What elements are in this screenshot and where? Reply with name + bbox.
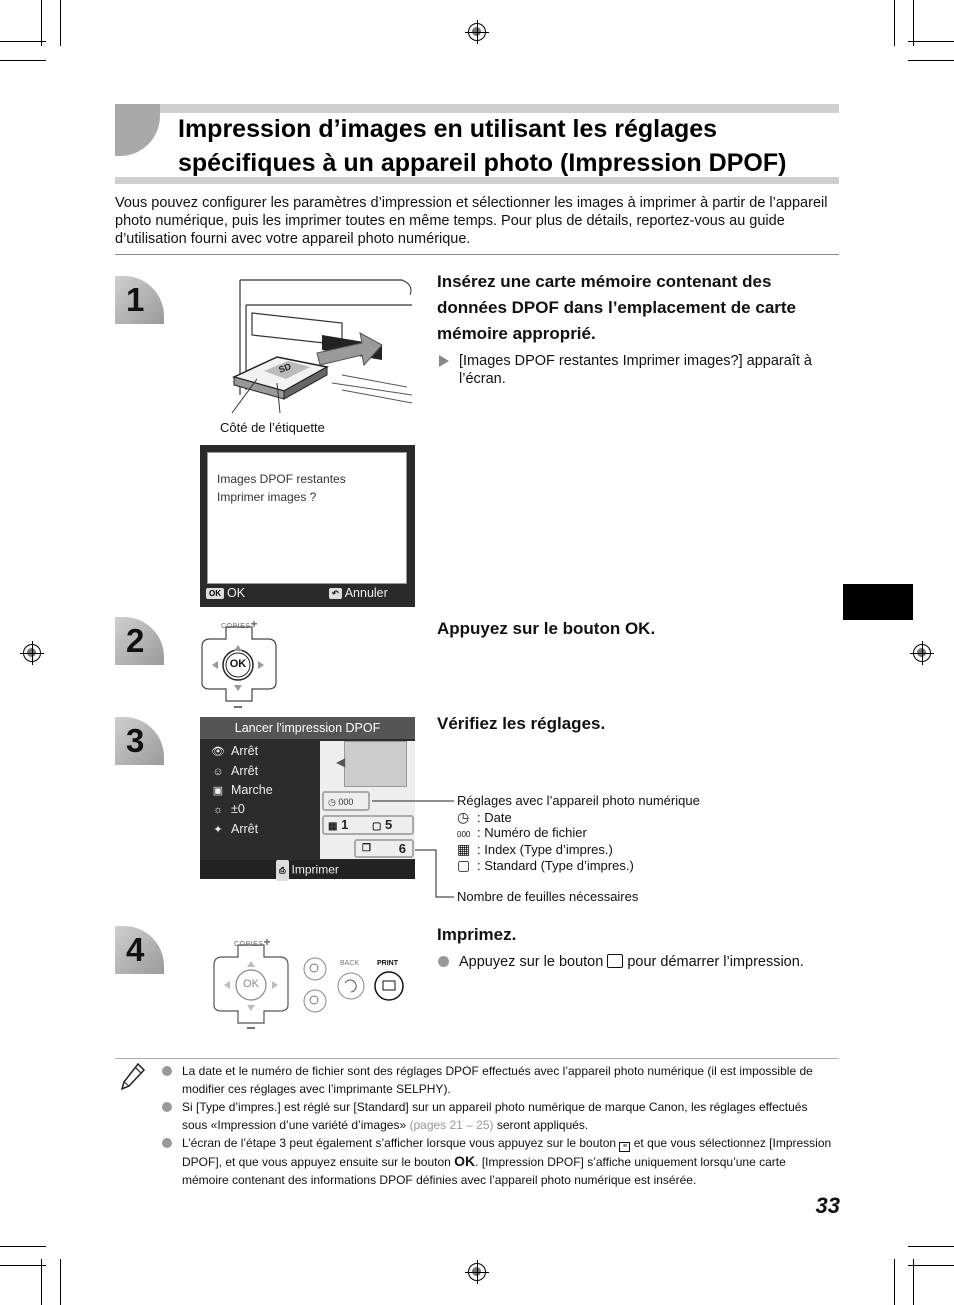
registration-mark-icon	[468, 23, 486, 41]
lcd-ok-label: OK	[227, 586, 246, 600]
face-icon: ☺	[212, 766, 224, 778]
lcd-screen-content	[207, 452, 407, 584]
lcd-header: Lancer l'impression DPOF	[200, 717, 415, 739]
step2-title	[437, 616, 655, 642]
lcd-setting-value: Marche	[231, 783, 273, 797]
image-optimize-icon: ▣	[212, 785, 224, 797]
printer-card-illustration	[222, 275, 414, 415]
note-bullet-icon	[162, 1102, 172, 1112]
ok-glyph: OK	[624, 619, 651, 638]
brightness-icon: ☼	[212, 804, 224, 816]
back-button-label: BACK	[340, 960, 360, 967]
lcd-setting-row	[210, 783, 273, 797]
legend-item	[457, 857, 634, 874]
copies-label	[234, 935, 271, 949]
lcd-setting-row	[210, 764, 258, 778]
lcd-line2: Imprimer images ?	[217, 490, 317, 504]
legend-text: : Date	[477, 810, 512, 825]
crop-mark	[41, 0, 42, 46]
ok-button[interactable]: OK	[229, 658, 247, 670]
crop-mark	[41, 1259, 42, 1305]
lcd-setting-value: Arrêt	[231, 744, 259, 758]
index-count: 1	[341, 817, 349, 832]
svg-text:SD: SD	[277, 361, 293, 375]
crop-mark	[908, 41, 954, 42]
print-icon: ⎙	[276, 860, 288, 881]
crop-mark	[894, 1259, 895, 1305]
arrow-left-icon: ◀	[336, 755, 346, 769]
step4-text-prefix: Appuyez sur le bouton	[459, 954, 608, 970]
print-button-label: PRINT	[377, 960, 398, 967]
ok-icon: OK	[206, 588, 224, 599]
copies-label	[221, 617, 258, 631]
lcd-screen-dpof-prompt	[200, 445, 415, 607]
red-eye-icon: 👁	[211, 746, 225, 758]
file-number-icon: 000	[457, 830, 471, 839]
pages-link[interactable]: (pages 21 – 25)	[409, 1118, 494, 1132]
divider	[115, 254, 839, 255]
legend-text: : Numéro de fichier	[477, 825, 587, 840]
back-button[interactable]	[338, 973, 364, 999]
copies-label-text: COPIES	[221, 623, 251, 630]
callout-lines	[370, 795, 460, 905]
lcd-setting-value: Arrêt	[231, 764, 259, 778]
note-2-suffix: seront appliqués.	[493, 1118, 589, 1132]
lcd-ok-softkey	[206, 586, 245, 600]
crop-mark	[913, 1259, 914, 1305]
note-2	[182, 1098, 832, 1134]
intro-paragraph: Vous pouvez configurer les paramètres d’impression et sélectionner les images à imprimer à partir de l’appareil photo numérique, puis les imprimer toutes en même temps. Pour plus de détails, reportez-vous au guide d’utilisation fourni avec votre appareil photo numérique.	[115, 195, 828, 247]
crop-mark	[913, 0, 914, 46]
crop-mark	[0, 1265, 46, 1266]
image-thumbnail	[344, 741, 407, 787]
step1-result: [Images DPOF restantes Imprimer images?] apparaît à l’écran.	[459, 353, 812, 387]
lcd-print-label: Imprimer	[291, 862, 339, 877]
crop-mark	[0, 1246, 46, 1247]
menu-icon: ≡	[619, 1142, 630, 1152]
standard-icon: ▢	[371, 821, 382, 832]
note-3	[182, 1134, 832, 1189]
step4-text-suffix: pour démarrer l’impression.	[623, 954, 804, 970]
step2-title-suffix: .	[650, 619, 656, 638]
standard-icon: ▢	[457, 857, 471, 873]
step-badge: 4	[115, 926, 164, 974]
date-file-settings: ◷ 000	[322, 791, 370, 811]
zoom-in-button[interactable]	[304, 958, 326, 980]
crop-mark	[908, 1265, 954, 1266]
crop-mark	[0, 41, 46, 42]
back-icon: ↶	[329, 588, 342, 599]
lcd-cancel-label: Annuler	[344, 586, 388, 600]
note-3-prefix: L’écran de l’étape 3 peut également s’afficher lorsque vous appuyez sur le bouton	[182, 1136, 620, 1150]
step1-title: Insérez une carte mémoire contenant des données DPOF dans l’emplacement de carte mémoire approprié.	[437, 272, 797, 343]
page-title	[178, 112, 848, 180]
crop-mark	[60, 0, 61, 46]
result-triangle-icon	[439, 355, 449, 367]
step4-title: Imprimez.	[437, 925, 517, 944]
lcd-setting-row	[210, 802, 245, 816]
lcd-cancel-softkey	[329, 586, 388, 600]
page-number: 33	[815, 1193, 840, 1218]
date-icon: ◷	[457, 809, 470, 825]
ok-button[interactable]: OK	[243, 978, 259, 990]
camera-settings-callout: Réglages avec l’appareil photo numérique	[457, 793, 700, 808]
step-badge: 1	[115, 276, 164, 324]
note-3-mid: et que vous sélectionnez [Impression DPOF], et que vous appuyez ensuite sur le bouton	[182, 1136, 832, 1169]
registration-mark-icon	[468, 1263, 486, 1281]
page-title-line2: spécifiques à un appareil photo (Impression DPOF)	[178, 149, 787, 177]
lcd-line1: Images DPOF restantes	[217, 472, 346, 486]
step4-instruction	[459, 953, 839, 971]
print-icon	[607, 954, 623, 968]
noise-icon: ✦	[213, 824, 223, 836]
standard-count: 5	[385, 817, 393, 832]
sheets-icon: ❐	[362, 843, 371, 854]
step3-title: Vérifiez les réglages.	[437, 714, 606, 733]
section-tab	[843, 584, 913, 620]
step-badge: 2	[115, 617, 164, 665]
plus-icon: +	[250, 617, 258, 631]
crop-mark	[60, 1259, 61, 1305]
registration-mark-icon	[913, 644, 931, 662]
bullet-dot-icon	[438, 956, 449, 967]
index-icon: ▦	[457, 841, 471, 857]
pencil-icon	[120, 1062, 146, 1092]
legend-text: : Standard (Type d’impres.)	[477, 858, 634, 873]
sheets-callout: Nombre de feuilles nécessaires	[457, 889, 639, 904]
note-2-prefix: Si [Type d’impres.] est réglé sur [Standard] sur un appareil photo numérique de marque Canon, les réglages effectués sous «Impression d’une variété d’images»	[182, 1100, 808, 1132]
registration-mark-icon	[23, 644, 41, 662]
divider	[115, 1058, 839, 1059]
plus-icon: +	[263, 935, 271, 949]
ok-glyph: OK	[454, 1153, 476, 1169]
legend-text: : Index (Type d’impres.)	[477, 842, 613, 857]
crop-mark	[894, 0, 895, 46]
copies-label-text: COPIES	[234, 941, 264, 948]
note-bullet-icon	[162, 1066, 172, 1076]
crop-mark	[908, 60, 954, 61]
print-button[interactable]	[375, 972, 403, 1000]
lcd-setting-row	[210, 822, 258, 836]
step-badge: 3	[115, 717, 164, 765]
note-bullet-icon	[162, 1138, 172, 1148]
page-title-line1: Impression d’images en utilisant les réglages	[178, 115, 718, 143]
label-side-caption: Côté de l’étiquette	[220, 420, 325, 435]
legend-item	[457, 809, 512, 826]
step2-title-prefix: Appuyez sur le bouton	[437, 619, 625, 638]
note-1: La date et le numéro de fichier sont des réglages DPOF effectués avec l’appareil photo numérique (il est impossible de modifier ces réglages avec l’imprimante SELPHY).	[182, 1064, 813, 1096]
lcd-setting-row	[210, 744, 258, 758]
legend-item	[457, 841, 613, 858]
title-tab	[115, 104, 160, 156]
crop-mark	[0, 60, 46, 61]
zoom-out-button[interactable]	[304, 990, 326, 1012]
sheets-count: 6	[398, 841, 406, 856]
index-icon: ▦	[328, 821, 338, 832]
lcd-setting-value: ±0	[231, 802, 245, 816]
note-3-suffix: . [Impression DPOF] s’affiche uniquement lorsqu’une carte mémoire contenant des informations DPOF définies avec l’appareil photo numérique est insérée.	[182, 1155, 786, 1187]
lcd-setting-value: Arrêt	[231, 822, 259, 836]
crop-mark	[908, 1246, 954, 1247]
